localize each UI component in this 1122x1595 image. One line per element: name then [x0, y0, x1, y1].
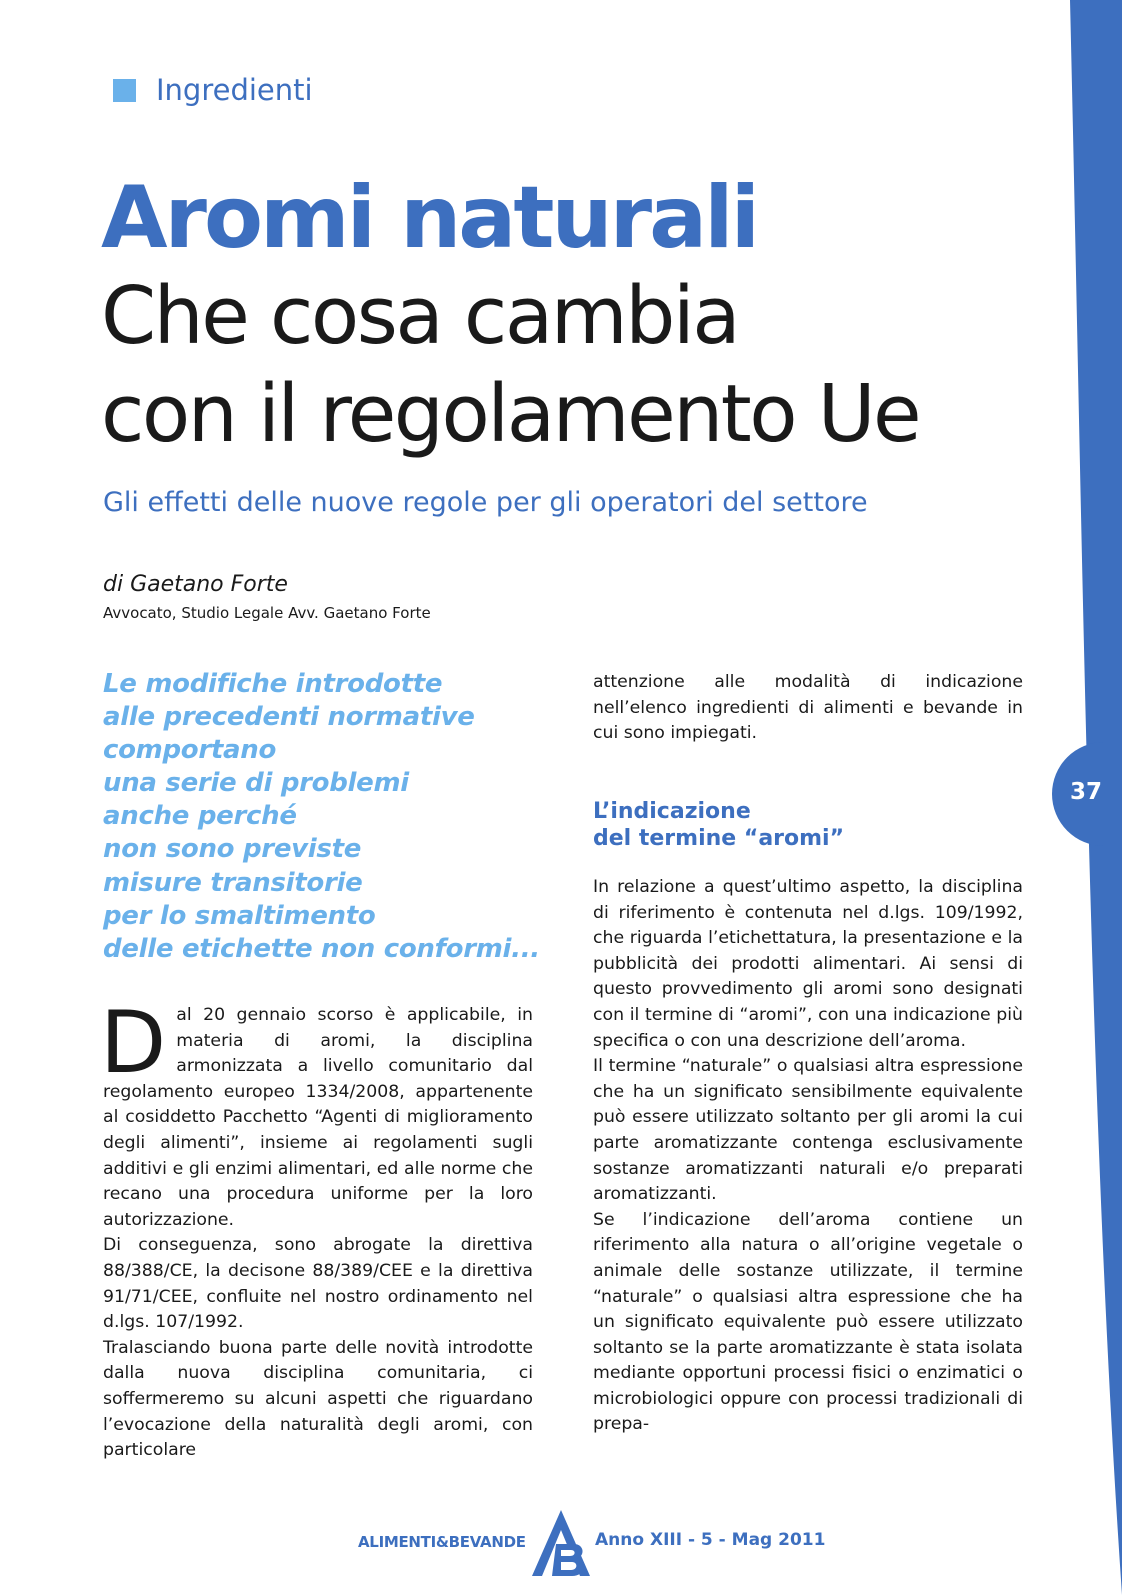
body-paragraph-text: al 20 gennaio scorso è applicabile, in materia di aromi, la disciplina armonizzata a livello comunitario dal regolamento europeo 1334/2008, appartenente al cosiddetto Pacchetto “Agenti di miglioramento degli alimenti”, insieme ai regolamenti sugli additivi e gli enzimi alimentari, ed alle norme che recano una procedura uniforme per la loro autorizzazione.: [103, 1005, 533, 1230]
section-label: Ingredienti: [156, 73, 313, 107]
subhead-line: L’indicazione: [593, 799, 751, 824]
page-number: 37: [1069, 779, 1102, 805]
section-subhead: [593, 798, 1023, 852]
body-column-left: [100, 993, 533, 1464]
article-deck: Gli effetti delle nuove regole per gli operatori del settore: [103, 487, 868, 518]
magazine-name: ALIMENTI&BEVANDE: [358, 1533, 526, 1551]
body-paragraph: In relazione a quest’ultimo aspetto, la disciplina di riferimento è contenuta nel d.lgs. 109/1992, che riguarda l’etichettatura, la presentazione e la pubblicità dei prodotti alimentari. Ai sensi di questo provvedimento gli aromi sono designati con il termine di “aromi”, con una indicazione più specifica o con una descrizione dell’aroma.: [593, 877, 1023, 1051]
body-paragraph: Il termine “naturale” o qualsiasi altra espressione che ha un significato sensibilmente equivalente può essere utilizzato soltanto per gli aromi la cui parte aromatizzante contenga esclusivamente sostanze aromatizzanti naturali e/o preparati aromatizzanti.: [593, 1056, 1023, 1205]
author-affiliation: Avvocato, Studio Legale Avv. Gaetano Forte: [103, 604, 431, 622]
pull-quote-line: una serie di problemi: [103, 768, 409, 799]
body-paragraph: attenzione alle modalità di indicazione nell’elenco ingredienti di alimenti e bevande in cui sono impiegati.: [593, 672, 1023, 744]
pull-quote-line: anche perché: [103, 801, 297, 832]
pull-quote-line: non sono previste: [103, 834, 362, 865]
pull-quote-line: per lo smaltimento: [103, 900, 376, 931]
section-square-icon: [113, 79, 136, 102]
body-paragraph: [100, 993, 533, 1233]
pull-quote-line: Le modifiche introdotte: [103, 669, 443, 699]
magazine-logo-icon: [530, 1508, 592, 1578]
pull-quote-line: delle etichette non conformi...: [103, 933, 540, 964]
article-title: Aromi naturali: [101, 168, 758, 268]
body-column-right: [593, 875, 1023, 1438]
pull-quote: [103, 668, 563, 966]
drop-cap: D: [100, 993, 167, 1093]
subhead-line: del termine “aromi”: [593, 826, 845, 851]
body-paragraph: Di conseguenza, sono abrogate la direttiva 88/388/CE, la decisone 88/389/CEE e la direttiva 91/71/CEE, confluite nel nostro ordinamento nel d.lgs. 107/1992.: [103, 1235, 533, 1333]
pull-quote-line: misure transitorie: [103, 867, 363, 898]
article-subtitle-line2: con il regolamento Ue: [101, 368, 920, 460]
issue-info: Anno XIII - 5 - Mag 2011: [595, 1530, 826, 1550]
pull-quote-line: alle precedenti normative: [103, 702, 475, 733]
body-paragraph: Tralasciando buona parte delle novità introdotte dalla nuova disciplina comunitaria, ci soffermeremo su alcuni aspetti che riguardano l’evocazione della naturalità degli aromi, con particolare: [103, 1337, 533, 1461]
body-column-right-continuation: [593, 670, 1023, 747]
body-paragraph: Se l’indicazione dell’aroma contiene un riferimento alla natura o all’origine vegetale o animale delle sostanze utilizzate, il termine “naturale” o qualsiasi altra espressione che ha un significato equivalente può essere utilizzato soltanto se la parte aromatizzante è stata isolata mediante opportuni processi fisici o enzimatici o microbiologici oppure con processi tradizionali di prepa-: [593, 1209, 1023, 1435]
article-subtitle-line1: Che cosa cambia: [101, 270, 739, 362]
pull-quote-line: comportano: [103, 735, 277, 766]
author-name: di Gaetano Forte: [103, 572, 288, 597]
